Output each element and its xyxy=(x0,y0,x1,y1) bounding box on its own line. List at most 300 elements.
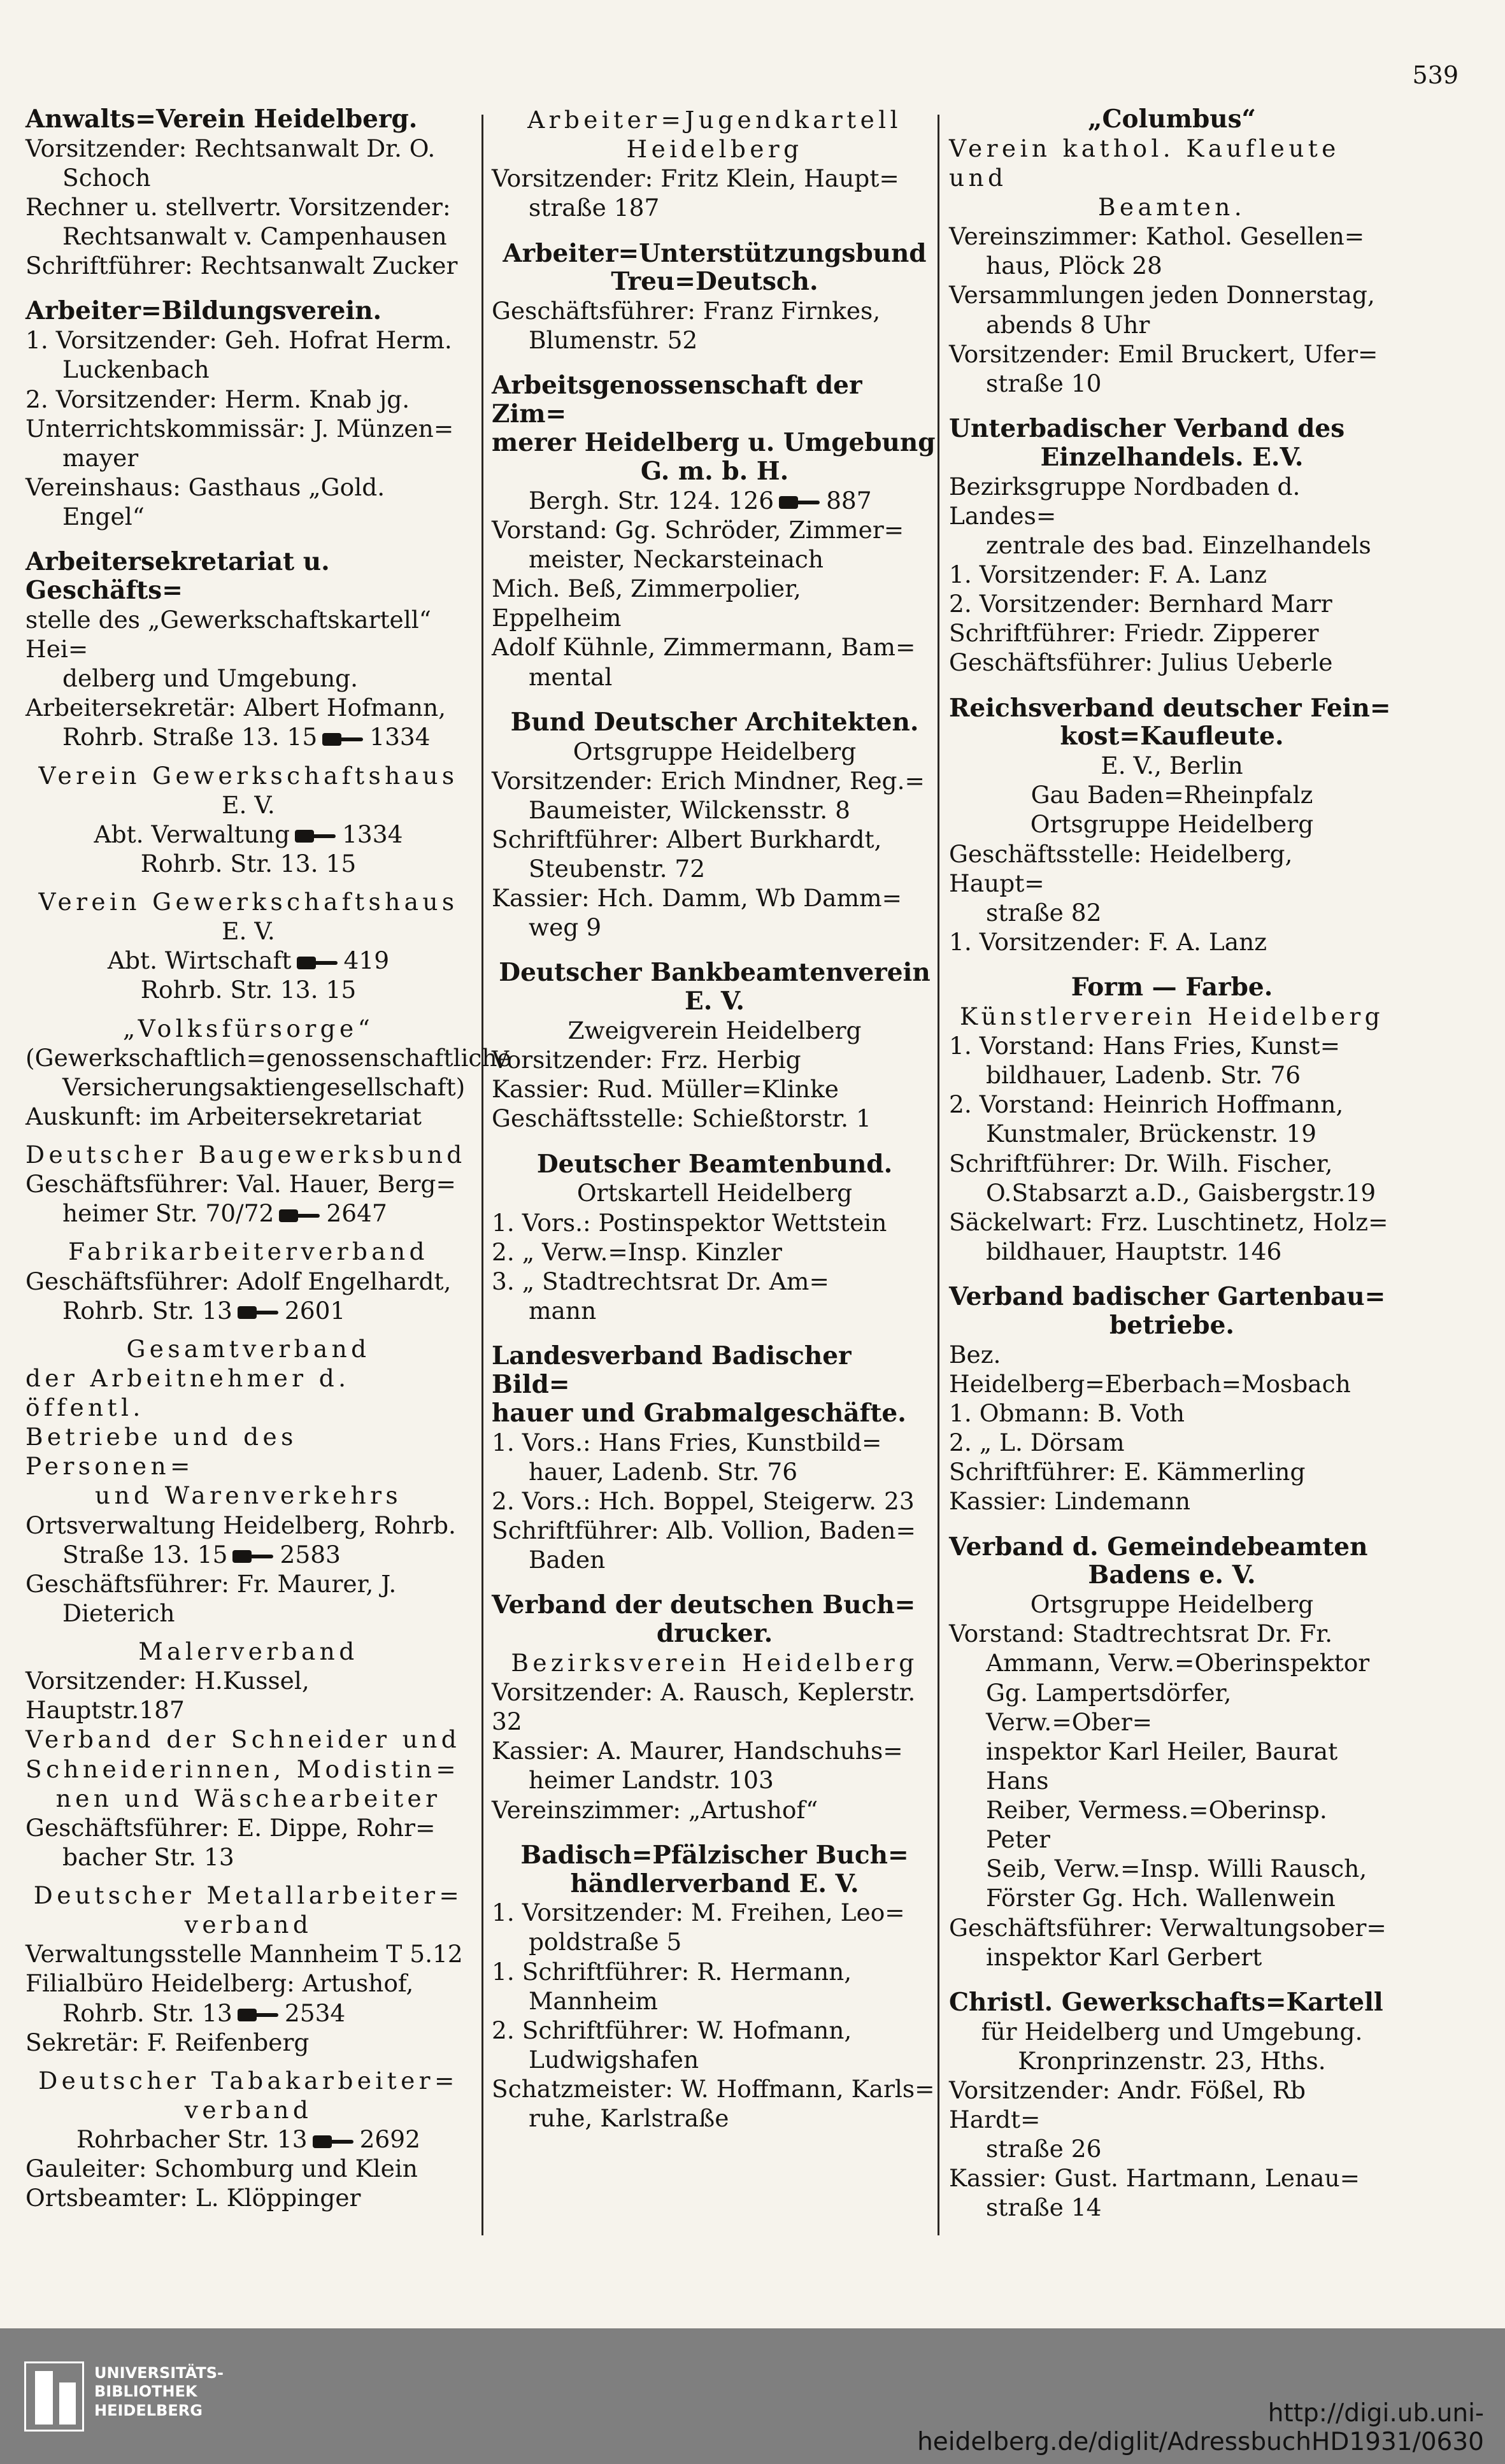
entry-text: Kronprinzenstr. 23, Hths. xyxy=(1018,2046,1326,2075)
entry-line xyxy=(949,310,1395,339)
entry-line xyxy=(25,1599,471,1628)
entry-line xyxy=(492,486,938,515)
entry-line xyxy=(25,722,471,751)
entry-text: Vorsitzender: A. Rausch, Keplerstr. 32 xyxy=(492,1678,916,1736)
entry-line xyxy=(949,134,1395,192)
entry-heading xyxy=(949,722,1395,751)
entry-text: mann xyxy=(529,1296,597,1325)
entry-line xyxy=(949,531,1395,560)
entry-text: Kassier: Gust. Hartmann, Lenau= xyxy=(949,2164,1360,2193)
entry-text: E. V. xyxy=(222,790,275,819)
entry-line xyxy=(492,1957,938,1986)
entry-heading xyxy=(949,1311,1395,1340)
entry-text: Ortsbeamter: L. Klöppinger xyxy=(25,2184,361,2212)
entry-line xyxy=(492,1074,938,1104)
entry-text: Verband der deutschen Buch= xyxy=(492,1590,916,1620)
entry-line xyxy=(949,1678,1395,1737)
entry-heading xyxy=(492,1870,938,1898)
entry-text: Schriftführer: Rechtsanwalt Zucker xyxy=(25,252,458,280)
entry-heading xyxy=(492,1620,938,1648)
entry-text: Gg. Lampertsdörfer, Verw.=Ober= xyxy=(986,1678,1232,1736)
entry-text: drucker. xyxy=(656,1619,773,1649)
source-url-link[interactable]: http://digi.ub.uni-heidelberg.de/diglit/AdressbuchHD1931/0630 xyxy=(917,2399,1484,2456)
entry-text: Deutscher Beamtenbund. xyxy=(536,1149,893,1179)
entry-text: Geschäftsführer: Franz Firnkes, xyxy=(492,297,881,325)
entry-text: Kassier: A. Maurer, Handschuhs= xyxy=(492,1737,903,1765)
entry-heading xyxy=(949,973,1395,1002)
entry-line xyxy=(949,648,1395,677)
entry-text: 1. Obmann: B. Voth xyxy=(949,1399,1185,1427)
entry-text: Christl. Gewerkschafts=Kartell xyxy=(949,1987,1383,2017)
logo-line: UNIVERSITÄTS- xyxy=(94,2364,224,2382)
entry-line xyxy=(949,618,1395,648)
entry-text: Ortsverwaltung Heidelberg, Rohrb. xyxy=(25,1511,456,1539)
entry-line xyxy=(492,1545,938,1574)
entry-line xyxy=(25,1422,471,1481)
entry-text: Verwaltungsstelle Mannheim T 5.12 xyxy=(25,1940,463,1969)
entry-text: Abt. Verwaltung xyxy=(94,820,290,848)
entry-line xyxy=(25,1014,471,1043)
entry-line xyxy=(492,134,938,164)
entry-text: Heidelberg xyxy=(626,135,803,164)
library-logo-text xyxy=(94,2364,222,2420)
entry-text: straße 26 xyxy=(986,2135,1102,2163)
entry-text: 2. Vorsitzender: Bernhard Marr xyxy=(949,590,1332,618)
entry-text: heimer Landstr. 103 xyxy=(529,1766,774,1795)
entry-line xyxy=(25,1169,471,1199)
entry-text: Anwalts=Verein Heidelberg. xyxy=(25,104,418,134)
entry-text: Schriftführer: Dr. Wilh. Fischer, xyxy=(949,1149,1333,1178)
entry-line xyxy=(949,1149,1395,1178)
entry-heading xyxy=(492,1399,938,1428)
entry-text: merer Heidelberg u. Umgebung xyxy=(492,428,936,458)
entry-text: Mannheim xyxy=(529,1986,658,2015)
entry-text: Geschäftsführer: Verwaltungsober= xyxy=(949,1913,1387,1942)
entry-line xyxy=(949,809,1395,839)
entry-line xyxy=(492,545,938,574)
entry-line xyxy=(949,2076,1395,2134)
entry-heading xyxy=(25,548,471,605)
entry-text: Geschäftsführer: Adolf Engelhardt, xyxy=(25,1267,452,1295)
entry-line xyxy=(25,605,471,664)
telephone-icon xyxy=(279,1208,321,1223)
entry-line xyxy=(949,927,1395,957)
entry-line xyxy=(25,1267,471,1296)
entry-text: Vorsitzender: H.Kussel, Hauptstr.187 xyxy=(25,1667,310,1725)
telephone-icon xyxy=(297,955,339,971)
entry-line xyxy=(492,1428,938,1457)
entry-text: Geschäftsführer: E. Dippe, Rohr= xyxy=(25,1813,436,1842)
entry-line xyxy=(25,1043,511,1072)
entry-line xyxy=(25,2095,471,2125)
entry-text: Ortsgruppe Heidelberg xyxy=(1030,1590,1314,1619)
logo-line: HEIDELBERG xyxy=(94,2401,203,2419)
entry-line xyxy=(25,1199,471,1228)
entry-line xyxy=(25,1481,471,1510)
entry-text: Rohrb. Str. 13 xyxy=(62,1998,232,2027)
entry-line xyxy=(25,1666,471,1725)
entry-line xyxy=(25,1072,471,1102)
entry-text: Rohrb. Straße 13. 15 xyxy=(62,723,318,751)
entry-text: Versicherungsaktiengesellschaft) xyxy=(62,1072,466,1101)
entry-text: inspektor Karl Gerbert xyxy=(986,1942,1262,1971)
entry-line xyxy=(949,2046,1395,2076)
entry-line xyxy=(25,790,471,820)
entry-text: händlerverband E. V. xyxy=(570,1869,859,1898)
entry-line xyxy=(25,1637,471,1666)
entry-line xyxy=(25,2066,471,2095)
entry-text: verband xyxy=(184,2095,313,2124)
entry-text: Verein kathol. Kaufleute und xyxy=(949,134,1340,192)
entry-text: betriebe. xyxy=(1109,1310,1234,1340)
entry-text: 2. „ Verw.=Insp. Kinzler xyxy=(492,1237,782,1266)
entry-text: Abt. Wirtschaft xyxy=(107,946,292,975)
entry-line xyxy=(492,1898,938,1927)
entry-line xyxy=(949,1883,1395,1912)
entry-text: 1. Schriftführer: R. Hermann, xyxy=(492,1957,852,1986)
entry-text: Arbeiter=Bildungsverein. xyxy=(25,296,382,326)
entry-line xyxy=(25,1540,471,1569)
entry-heading xyxy=(949,1561,1395,1590)
entry-text: Badens e. V. xyxy=(1088,1560,1256,1590)
entry-line xyxy=(949,2163,1395,2193)
entry-line xyxy=(949,1002,1395,1031)
telephone-number: 1334 xyxy=(342,820,403,848)
entry-text: bildhauer, Ladenb. Str. 76 xyxy=(986,1061,1301,1090)
entry-line xyxy=(492,1986,938,2016)
entry-line xyxy=(949,339,1395,369)
entry-heading xyxy=(949,1533,1395,1562)
entry-line xyxy=(25,916,471,946)
entry-text: Künstlerverein Heidelberg xyxy=(959,1002,1385,1030)
entry-line xyxy=(949,898,1395,927)
entry-text: poldstraße 5 xyxy=(529,1928,682,1956)
entry-line xyxy=(949,251,1395,280)
entry-heading xyxy=(492,987,938,1016)
entry-line xyxy=(25,1881,471,1910)
entry-line xyxy=(949,1237,1395,1266)
entry-line xyxy=(25,1364,471,1422)
entry-line xyxy=(25,1939,471,1969)
entry-line xyxy=(25,1842,471,1872)
entry-heading xyxy=(492,371,938,429)
entry-line xyxy=(25,2125,471,2154)
telephone-icon xyxy=(322,732,364,747)
entry-line xyxy=(492,1208,938,1237)
entry-text: Vereinshaus: Gasthaus „Gold. xyxy=(25,473,385,501)
telephone-icon xyxy=(238,2007,280,2023)
entry-text: Deutscher Bankbeamtenverein xyxy=(499,958,931,988)
entry-text: 1. Vors.: Postinspektor Wettstein xyxy=(492,1208,887,1237)
telephone-icon xyxy=(238,1305,280,1320)
entry-text: Bezirksverein Heidelberg xyxy=(511,1648,918,1677)
entry-text: Gauleiter: Schomburg und Klein xyxy=(25,2154,418,2183)
entry-line xyxy=(492,1016,938,1045)
entry-line xyxy=(949,1399,1395,1428)
entry-text: Steubenstr. 72 xyxy=(529,855,706,883)
entry-text: Baden xyxy=(529,1546,606,1574)
entry-text: Bund Deutscher Architekten. xyxy=(510,707,919,737)
entry-text: Arbeiter=Jugendkartell xyxy=(527,106,902,134)
entry-text: Geschäftsstelle: Heidelberg, Haupt= xyxy=(949,839,1293,897)
entry-line xyxy=(492,854,938,883)
entry-text: bacher Str. 13 xyxy=(62,1842,234,1871)
entry-text: Vereinszimmer: Kathol. Gesellen= xyxy=(949,222,1365,251)
entry-text: „Columbus“ xyxy=(1088,104,1256,134)
entry-line xyxy=(25,414,471,443)
entry-text: Geschäftsführer: Julius Ueberle xyxy=(949,648,1333,677)
entry-text: Blumenstr. 52 xyxy=(529,326,698,355)
entry-line xyxy=(25,1102,471,1131)
entry-text: Vorsitzender: Frz. Herbig xyxy=(492,1046,801,1074)
entry-text: Baumeister, Wilckensstr. 8 xyxy=(529,795,850,824)
entry-line xyxy=(25,222,471,251)
entry-line xyxy=(492,515,938,545)
entry-text: Vorstand: Stadtrechtsrat Dr. Fr. xyxy=(949,1620,1333,1648)
entry-text: Vereinszimmer: „Artushof“ xyxy=(492,1795,818,1824)
entry-line xyxy=(25,1725,471,1754)
entry-text: Verband badischer Gartenbau= xyxy=(949,1282,1386,1312)
entry-text: 2. Vorsitzender: Herm. Knab jg. xyxy=(25,385,410,413)
footer-bar xyxy=(0,2328,1505,2464)
entry-text: Schneiderinnen, Modistin= xyxy=(25,1755,460,1783)
entry-line xyxy=(492,1237,938,1267)
entry-line xyxy=(492,1927,938,1956)
entry-line xyxy=(492,632,938,662)
entry-text: Schriftführer: E. Kämmerling xyxy=(949,1458,1306,1486)
entry-heading xyxy=(949,443,1395,472)
entry-line xyxy=(25,693,471,722)
entry-line xyxy=(949,780,1395,809)
entry-text: Rohrb. Str. 13. 15 xyxy=(140,976,357,1004)
entry-line xyxy=(949,1648,1395,1677)
entry-text: Geschäftsführer: Val. Hauer, Berg= xyxy=(25,1170,456,1199)
entry-line xyxy=(25,1755,471,1784)
entry-text: hauer und Grabmalgeschäfte. xyxy=(492,1398,906,1428)
library-logo[interactable] xyxy=(24,2361,224,2438)
telephone-icon xyxy=(232,1549,275,1564)
entry-text: Ludwigshafen xyxy=(529,2045,699,2074)
entry-heading xyxy=(492,958,938,987)
entry-text: haus, Plöck 28 xyxy=(986,252,1162,280)
entry-text: Versammlungen jeden Donnerstag, xyxy=(949,281,1375,310)
entry-text: Kassier: Lindemann xyxy=(949,1487,1190,1516)
entry-heading xyxy=(492,1591,938,1620)
entry-text: heimer Str. 70/72 xyxy=(62,1199,275,1228)
entry-line xyxy=(25,1296,471,1325)
entry-line xyxy=(949,1428,1395,1457)
entry-heading xyxy=(492,1342,938,1399)
entry-line xyxy=(492,574,938,632)
entry-line xyxy=(492,737,938,766)
entry-text: Treu=Deutsch. xyxy=(611,267,818,297)
entry-text: Gau Baden=Rheinpfalz xyxy=(1031,781,1313,809)
entry-line xyxy=(492,2074,938,2104)
telephone-number: 1334 xyxy=(369,723,431,751)
entry-line xyxy=(949,192,1395,222)
entry-text: E. V. xyxy=(685,986,745,1016)
entry-line xyxy=(25,975,471,1004)
entry-text: Deutscher Tabakarbeiter= xyxy=(38,2066,459,2095)
entry-text: Schriftführer: Albert Burkhardt, xyxy=(492,825,882,853)
entry-text: weg 9 xyxy=(529,913,602,942)
entry-text: Deutscher Baugewerksbund xyxy=(25,1141,466,1169)
telephone-number: 2601 xyxy=(284,1296,346,1325)
entry-text: Schoch xyxy=(62,163,151,192)
entry-line xyxy=(25,502,471,531)
entry-text: Vorstand: Gg. Schröder, Zimmer= xyxy=(492,515,904,544)
telephone-number: 2692 xyxy=(359,2125,420,2153)
entry-heading xyxy=(949,694,1395,723)
entry-text: Luckenbach xyxy=(62,355,210,384)
entry-line xyxy=(492,2045,938,2074)
entry-text: Geschäftsführer: Fr. Maurer, J. xyxy=(25,1569,397,1598)
entry-line xyxy=(492,1457,938,1486)
entry-text: E. V., Berlin xyxy=(1101,751,1243,780)
entry-line xyxy=(492,1296,938,1325)
entry-text: 2. Vorstand: Heinrich Hoffmann, xyxy=(949,1090,1344,1119)
entry-text: Bergh. Str. 124. 126 xyxy=(529,486,774,515)
entry-line xyxy=(25,1569,471,1599)
entry-text: Vorsitzender: Erich Mindner, Reg.= xyxy=(492,766,925,795)
entry-text: O.Stabsarzt a.D., Gaisbergstr.19 xyxy=(986,1178,1376,1207)
entry-text: Vorsitzender: Emil Bruckert, Ufer= xyxy=(949,339,1378,368)
entry-text: zentrale des bad. Einzelhandels xyxy=(986,531,1371,559)
entry-text: Einzelhandels. E.V. xyxy=(1040,442,1304,472)
entry-line xyxy=(492,1677,938,1736)
entry-text: „Volksfürsorge“ xyxy=(122,1014,374,1043)
entry-text: Gesamtverband xyxy=(126,1334,371,1363)
entry-line xyxy=(492,296,938,325)
entry-heading xyxy=(492,429,938,457)
entry-line xyxy=(25,820,471,849)
entry-line xyxy=(492,1178,938,1207)
entry-line xyxy=(25,1237,471,1266)
entry-text: Vorsitzender: Andr. Fößel, Rb Hardt= xyxy=(949,2076,1306,2134)
entry-text: Dieterich xyxy=(62,1599,175,1627)
entry-line xyxy=(25,1784,471,1813)
entry-text: Form — Farbe. xyxy=(1071,972,1273,1002)
entry-text: meister, Neckarsteinach xyxy=(529,545,824,574)
entry-text: 1. Vorsitzender: F. A. Lanz xyxy=(949,560,1267,589)
entry-text: Schatzmeister: W. Hoffmann, Karls= xyxy=(492,2075,935,2104)
entry-text: 1. Vorsitzender: F. A. Lanz xyxy=(949,927,1267,956)
entry-text: bildhauer, Hauptstr. 146 xyxy=(986,1237,1282,1265)
entry-line xyxy=(492,883,938,913)
entry-line xyxy=(492,1765,938,1795)
entry-heading xyxy=(492,1841,938,1870)
telephone-number: 2647 xyxy=(326,1199,387,1228)
entry-line xyxy=(25,192,471,222)
entry-line xyxy=(25,1511,471,1540)
entry-text: inspektor Karl Heiler, Baurat Hans xyxy=(986,1737,1338,1795)
entry-text: 2. „ L. Dörsam xyxy=(949,1428,1125,1457)
entry-text: mayer xyxy=(62,443,139,472)
entry-text: 2. Vors.: Hch. Boppel, Steigerw. 23 xyxy=(492,1486,915,1515)
entry-line xyxy=(949,280,1395,310)
entry-line xyxy=(492,1795,938,1825)
entry-text: 3. „ Stadtrechtsrat Dr. Am= xyxy=(492,1267,829,1295)
entry-text: Verein Gewerkschaftshaus xyxy=(38,888,459,916)
entry-line xyxy=(949,839,1395,898)
entry-line xyxy=(492,662,938,692)
entry-line xyxy=(25,2183,471,2212)
entry-text: Seib, Verw.=Insp. Willi Rausch, xyxy=(986,1855,1367,1883)
entry-line xyxy=(25,761,471,790)
telephone-number: 419 xyxy=(343,946,390,975)
entry-text: Badisch=Pfälzischer Buch= xyxy=(520,1840,909,1870)
telephone-icon xyxy=(313,2134,355,2149)
entry-line xyxy=(25,1334,471,1364)
entry-text: Vorsitzender: Fritz Klein, Haupt= xyxy=(492,164,899,193)
page-number: 539 xyxy=(1412,61,1459,89)
entry-line xyxy=(492,1045,938,1074)
entry-text: Landesverband Badischer Bild= xyxy=(492,1341,852,1399)
entry-line xyxy=(949,222,1395,251)
entry-text: Beamten. xyxy=(1098,193,1246,222)
entry-line xyxy=(25,134,471,163)
entry-text: Kassier: Rud. Müller=Klinke xyxy=(492,1075,839,1104)
entry-text: stelle des „Gewerkschaftskartell“ Hei= xyxy=(25,605,431,663)
entry-line xyxy=(492,795,938,825)
column-2 xyxy=(492,105,938,2133)
entry-line xyxy=(492,193,938,222)
entry-line xyxy=(25,385,471,414)
entry-text: Reiber, Vermess.=Oberinsp. Peter xyxy=(986,1796,1327,1854)
entry-line xyxy=(949,1207,1395,1237)
entry-text: Geschäftsstelle: Schießtorstr. 1 xyxy=(492,1104,871,1133)
entry-line xyxy=(492,766,938,795)
entry-line xyxy=(492,105,938,134)
entry-line xyxy=(25,473,471,502)
column-1 xyxy=(25,104,511,2212)
entry-text: straße 14 xyxy=(986,2193,1102,2222)
entry-text: Vorsitzender: Rechtsanwalt Dr. O. xyxy=(25,134,436,162)
entry-text: Rechtsanwalt v. Campenhausen xyxy=(62,222,447,251)
entry-heading xyxy=(492,708,938,737)
entry-line xyxy=(25,443,471,473)
entry-text: Verband der Schneider und xyxy=(25,1725,461,1754)
entry-line xyxy=(949,1119,1395,1148)
entry-text: Kassier: Hch. Damm, Wb Damm= xyxy=(492,884,902,913)
entry-text: 1. Vorsitzender: Geh. Hofrat Herm. xyxy=(25,326,452,355)
entry-text: delberg und Umgebung. xyxy=(62,664,359,693)
entry-text: Schriftführer: Alb. Vollion, Baden= xyxy=(492,1516,916,1544)
entry-line xyxy=(492,1104,938,1133)
entry-heading xyxy=(492,267,938,296)
entry-line xyxy=(492,2016,938,2045)
entry-line xyxy=(25,355,471,384)
entry-line xyxy=(492,1736,938,1765)
entry-heading xyxy=(25,105,471,134)
entry-line xyxy=(25,664,471,693)
telephone-icon xyxy=(779,495,821,510)
entry-line xyxy=(949,1913,1395,1942)
logo-line: BIBLIOTHEK xyxy=(94,2382,197,2401)
entry-text: Bez. Heidelberg=Eberbach=Mosbach xyxy=(949,1340,1351,1398)
entry-text: Unterbadischer Verband des xyxy=(949,413,1345,443)
entry-line xyxy=(492,913,938,942)
column-rule-2 xyxy=(938,115,939,2235)
entry-text: Zweigverein Heidelberg xyxy=(567,1016,862,1045)
entry-line xyxy=(25,1140,471,1169)
entry-line xyxy=(25,1813,471,1842)
column-rule-1 xyxy=(481,115,483,2235)
entry-text: Reichsverband deutscher Fein= xyxy=(949,693,1391,723)
entry-text: 1. Vorsitzender: M. Freihen, Leo= xyxy=(492,1898,905,1927)
entry-heading xyxy=(949,1988,1395,2017)
entry-text: Ortskartell Heidelberg xyxy=(576,1179,853,1207)
